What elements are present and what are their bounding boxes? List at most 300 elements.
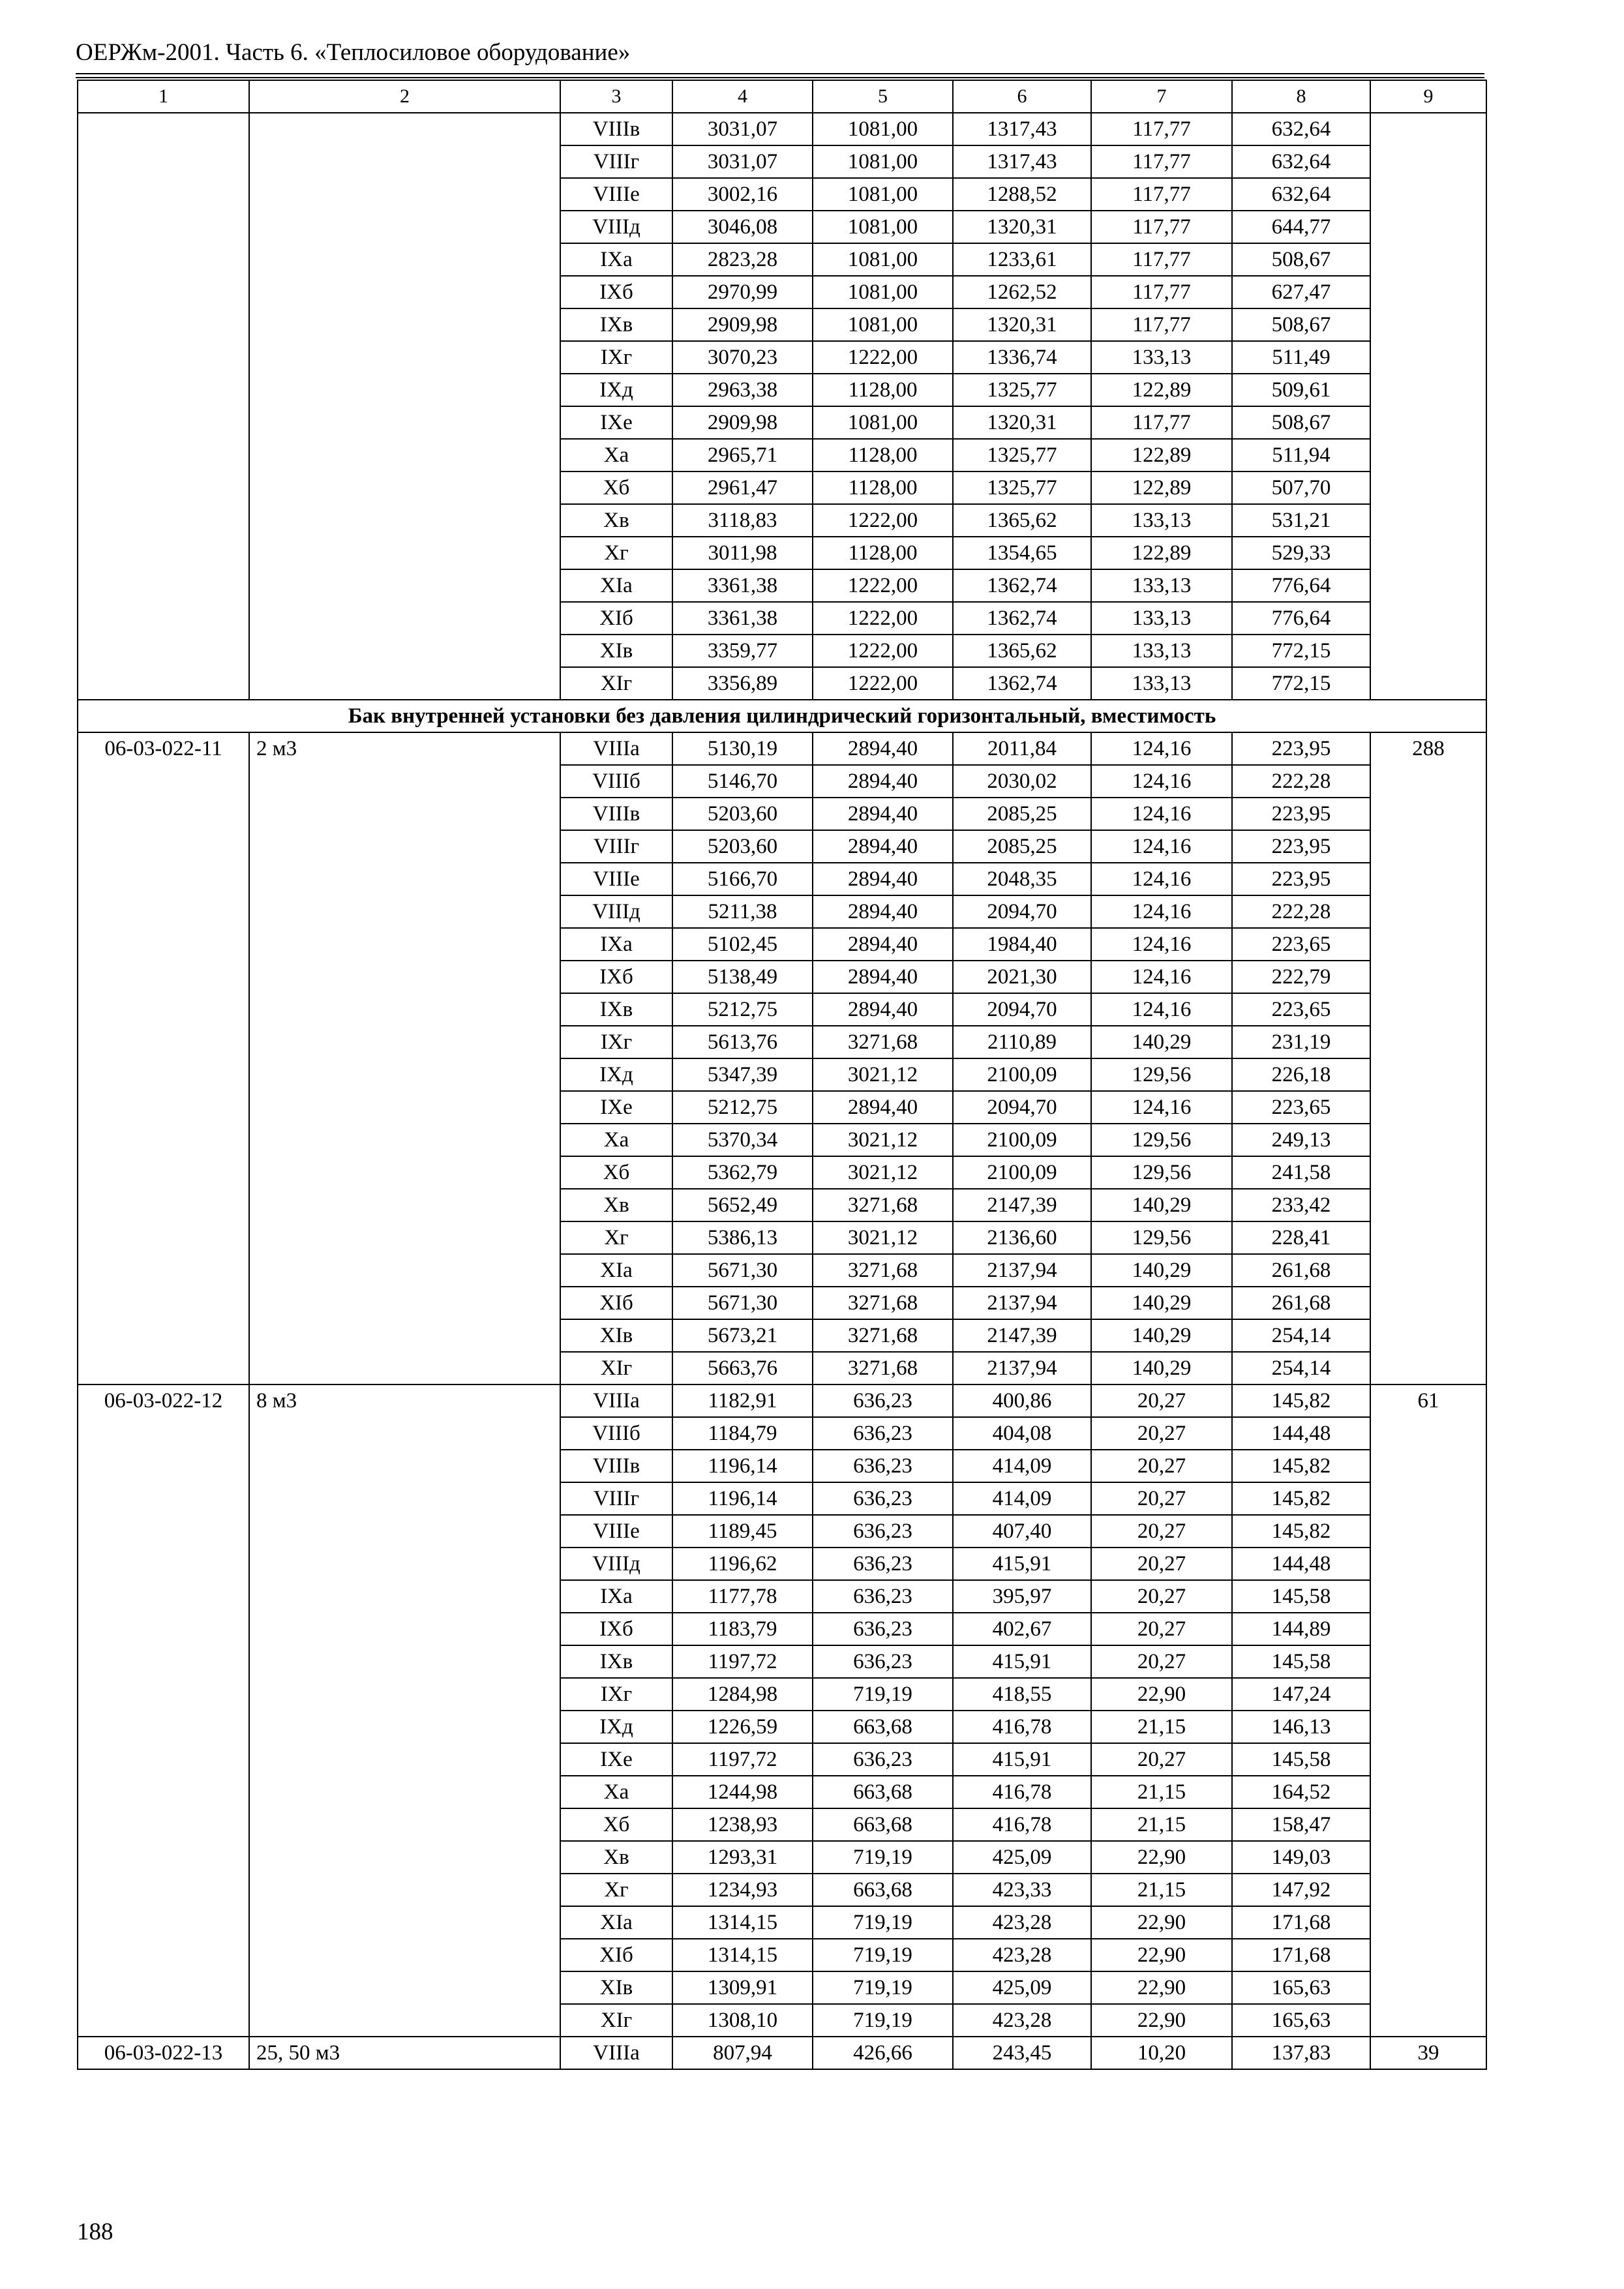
value-cell: 223,95 [1232, 732, 1370, 765]
zone-cell: IXд [560, 1711, 672, 1743]
value-cell: 2011,84 [953, 732, 1091, 765]
value-cell: 2894,40 [813, 765, 953, 798]
value-cell: 2136,60 [953, 1221, 1091, 1254]
zone-cell: VIIIe [560, 1515, 672, 1548]
value-cell: 1189,45 [672, 1515, 813, 1548]
value-cell: 20,27 [1091, 1645, 1232, 1678]
value-cell: 2085,25 [953, 798, 1091, 830]
value-cell: 117,77 [1091, 211, 1232, 243]
zone-cell: VIIIд [560, 895, 672, 928]
value-cell: 2894,40 [813, 732, 953, 765]
value-cell: 1222,00 [813, 504, 953, 537]
value-cell: 223,65 [1232, 1091, 1370, 1124]
value-cell: 2894,40 [813, 895, 953, 928]
value-cell: 2100,09 [953, 1058, 1091, 1091]
name-cell: 2 м3 [249, 732, 560, 1384]
value-cell: 636,23 [813, 1482, 953, 1515]
value-cell: 137,83 [1232, 2037, 1370, 2069]
value-cell: 1309,91 [672, 1971, 813, 2004]
value-cell: 1226,59 [672, 1711, 813, 1743]
zone-cell: Xa [560, 439, 672, 471]
value-cell: 5166,70 [672, 863, 813, 895]
value-cell: 636,23 [813, 1645, 953, 1678]
value-cell: 636,23 [813, 1515, 953, 1548]
value-cell: 133,13 [1091, 341, 1232, 374]
value-cell: 254,14 [1232, 1352, 1370, 1384]
value-cell: 149,03 [1232, 1841, 1370, 1874]
zone-cell: Xб [560, 1808, 672, 1841]
value-cell: 719,19 [813, 1971, 953, 2004]
value-cell: 122,89 [1091, 374, 1232, 406]
value-cell: 3356,89 [672, 667, 813, 700]
zone-cell: IXд [560, 374, 672, 406]
name-cell: 8 м3 [249, 1384, 560, 2037]
value-cell: 1222,00 [813, 341, 953, 374]
column-number: 5 [813, 80, 953, 113]
value-cell: 415,91 [953, 1548, 1091, 1580]
value-cell: 5203,60 [672, 830, 813, 863]
value-cell: 124,16 [1091, 1091, 1232, 1124]
rates-table [77, 80, 1487, 2070]
value-cell: 425,09 [953, 1971, 1091, 2004]
value-cell: 415,91 [953, 1645, 1091, 1678]
value-cell: 1233,61 [953, 243, 1091, 276]
column-number-row [78, 80, 1486, 113]
zone-cell: XIв [560, 1319, 672, 1352]
value-cell: 414,09 [953, 1482, 1091, 1515]
value-cell: 2909,98 [672, 308, 813, 341]
value-cell: 20,27 [1091, 1580, 1232, 1613]
value-cell: 644,77 [1232, 211, 1370, 243]
value-cell: 719,19 [813, 1841, 953, 1874]
zone-cell: Xв [560, 1189, 672, 1221]
zone-cell: XIб [560, 1939, 672, 1971]
value-cell: 145,82 [1232, 1450, 1370, 1482]
name-cell: 25, 50 м3 [249, 2037, 560, 2069]
value-cell: 2094,70 [953, 1091, 1091, 1124]
column-number: 2 [249, 80, 560, 113]
zone-cell: VIIIe [560, 178, 672, 211]
code-cell [78, 113, 249, 700]
value-cell: 158,47 [1232, 1808, 1370, 1841]
value-cell: 1197,72 [672, 1645, 813, 1678]
value-cell: 228,41 [1232, 1221, 1370, 1254]
value-cell: 20,27 [1091, 1384, 1232, 1417]
value-cell: 145,82 [1232, 1515, 1370, 1548]
zone-cell: IXa [560, 1580, 672, 1613]
zone-cell: Xб [560, 471, 672, 504]
value-cell: 531,21 [1232, 504, 1370, 537]
zone-cell: XIa [560, 1254, 672, 1287]
value-cell: 3271,68 [813, 1287, 953, 1319]
column-number: 9 [1370, 80, 1486, 113]
value-cell: 2823,28 [672, 243, 813, 276]
value-cell: 122,89 [1091, 439, 1232, 471]
table-body [78, 80, 1486, 2069]
value-cell: 124,16 [1091, 895, 1232, 928]
value-cell: 3361,38 [672, 569, 813, 602]
value-cell: 1262,52 [953, 276, 1091, 308]
value-cell: 2094,70 [953, 993, 1091, 1026]
code-cell: 06-03-022-11 [78, 732, 249, 1384]
value-cell: 1081,00 [813, 276, 953, 308]
value-cell: 5652,49 [672, 1189, 813, 1221]
value-cell: 171,68 [1232, 1906, 1370, 1939]
value-cell: 145,82 [1232, 1482, 1370, 1515]
zone-cell: IXe [560, 1091, 672, 1124]
value-cell: 632,64 [1232, 113, 1370, 145]
value-cell: 122,89 [1091, 537, 1232, 569]
zone-cell: VIIIв [560, 798, 672, 830]
value-cell: 1325,77 [953, 374, 1091, 406]
value-cell: 223,95 [1232, 798, 1370, 830]
value-cell: 1222,00 [813, 635, 953, 667]
value-cell: 3271,68 [813, 1254, 953, 1287]
value-cell: 117,77 [1091, 178, 1232, 211]
value-cell: 1288,52 [953, 178, 1091, 211]
zone-cell: IXг [560, 1026, 672, 1058]
value-cell: 133,13 [1091, 635, 1232, 667]
zone-cell: IXв [560, 1645, 672, 1678]
column-number: 8 [1232, 80, 1370, 113]
value-cell: 10,20 [1091, 2037, 1232, 2069]
value-cell: 124,16 [1091, 830, 1232, 863]
value-cell: 5212,75 [672, 993, 813, 1026]
value-cell: 129,56 [1091, 1124, 1232, 1156]
zone-cell: XIг [560, 667, 672, 700]
value-cell: 1184,79 [672, 1417, 813, 1450]
zone-cell: Xa [560, 1776, 672, 1808]
group-title: Бак внутренней установки без давления цилиндрический горизонтальный, вместимость [78, 700, 1486, 732]
value-cell: 663,68 [813, 1711, 953, 1743]
value-cell: 145,58 [1232, 1645, 1370, 1678]
value-cell: 2100,09 [953, 1124, 1091, 1156]
value-cell: 254,14 [1232, 1319, 1370, 1352]
value-cell: 5671,30 [672, 1254, 813, 1287]
zone-cell: IXe [560, 406, 672, 439]
value-cell: 22,90 [1091, 1678, 1232, 1711]
value-cell: 144,48 [1232, 1548, 1370, 1580]
value-cell: 2085,25 [953, 830, 1091, 863]
value-cell: 223,95 [1232, 830, 1370, 863]
value-cell: 124,16 [1091, 798, 1232, 830]
value-cell: 5386,13 [672, 1221, 813, 1254]
column-number: 1 [78, 80, 249, 113]
value-cell: 1284,98 [672, 1678, 813, 1711]
value-cell: 5613,76 [672, 1026, 813, 1058]
value-cell: 124,16 [1091, 961, 1232, 993]
zone-cell: XIг [560, 1352, 672, 1384]
value-cell: 140,29 [1091, 1319, 1232, 1352]
value-cell: 416,78 [953, 1808, 1091, 1841]
value-cell: 3021,12 [813, 1058, 953, 1091]
value-cell: 231,19 [1232, 1026, 1370, 1058]
value-cell: 5146,70 [672, 765, 813, 798]
col9-cell: 61 [1370, 1384, 1486, 2037]
value-cell: 147,92 [1232, 1874, 1370, 1906]
value-cell: 1308,10 [672, 2004, 813, 2037]
value-cell: 1081,00 [813, 243, 953, 276]
zone-cell: IXд [560, 1058, 672, 1091]
value-cell: 2137,94 [953, 1352, 1091, 1384]
value-cell: 776,64 [1232, 602, 1370, 635]
zone-cell: VIIIa [560, 732, 672, 765]
value-cell: 1365,62 [953, 504, 1091, 537]
value-cell: 719,19 [813, 1939, 953, 1971]
value-cell: 1336,74 [953, 341, 1091, 374]
value-cell: 1128,00 [813, 471, 953, 504]
value-cell: 1081,00 [813, 113, 953, 145]
value-cell: 1325,77 [953, 471, 1091, 504]
value-cell: 21,15 [1091, 1808, 1232, 1841]
value-cell: 124,16 [1091, 863, 1232, 895]
value-cell: 222,28 [1232, 895, 1370, 928]
zone-cell: XIa [560, 1906, 672, 1939]
value-cell: 20,27 [1091, 1743, 1232, 1776]
value-cell: 2048,35 [953, 863, 1091, 895]
value-cell: 423,28 [953, 1906, 1091, 1939]
value-cell: 1222,00 [813, 602, 953, 635]
value-cell: 1222,00 [813, 569, 953, 602]
zone-cell: Xг [560, 1874, 672, 1906]
zone-cell: VIIIa [560, 1384, 672, 1417]
value-cell: 2137,94 [953, 1254, 1091, 1287]
value-cell: 636,23 [813, 1384, 953, 1417]
value-cell: 1244,98 [672, 1776, 813, 1808]
value-cell: 1196,14 [672, 1450, 813, 1482]
value-cell: 663,68 [813, 1808, 953, 1841]
value-cell: 261,68 [1232, 1254, 1370, 1287]
value-cell: 3271,68 [813, 1319, 953, 1352]
value-cell: 144,89 [1232, 1613, 1370, 1645]
value-cell: 140,29 [1091, 1026, 1232, 1058]
value-cell: 145,58 [1232, 1580, 1370, 1613]
value-cell: 2894,40 [813, 961, 953, 993]
value-cell: 122,89 [1091, 471, 1232, 504]
value-cell: 165,63 [1232, 1971, 1370, 2004]
value-cell: 3031,07 [672, 113, 813, 145]
column-number: 4 [672, 80, 813, 113]
value-cell: 5102,45 [672, 928, 813, 961]
value-cell: 21,15 [1091, 1776, 1232, 1808]
table-row [78, 1384, 1486, 1417]
value-cell: 146,13 [1232, 1711, 1370, 1743]
value-cell: 1196,62 [672, 1548, 813, 1580]
value-cell: 2147,39 [953, 1319, 1091, 1352]
value-cell: 2963,38 [672, 374, 813, 406]
value-cell: 719,19 [813, 1678, 953, 1711]
value-cell: 807,94 [672, 2037, 813, 2069]
value-cell: 20,27 [1091, 1548, 1232, 1580]
value-cell: 117,77 [1091, 145, 1232, 178]
value-cell: 124,16 [1091, 928, 1232, 961]
zone-cell: VIIIв [560, 1450, 672, 1482]
zone-cell: IXв [560, 993, 672, 1026]
value-cell: 165,63 [1232, 2004, 1370, 2037]
value-cell: 426,66 [813, 2037, 953, 2069]
value-cell: 1293,31 [672, 1841, 813, 1874]
value-cell: 1365,62 [953, 635, 1091, 667]
value-cell: 5212,75 [672, 1091, 813, 1124]
value-cell: 418,55 [953, 1678, 1091, 1711]
value-cell: 5347,39 [672, 1058, 813, 1091]
value-cell: 124,16 [1091, 993, 1232, 1026]
value-cell: 2894,40 [813, 928, 953, 961]
value-cell: 3070,23 [672, 341, 813, 374]
value-cell: 508,67 [1232, 243, 1370, 276]
value-cell: 507,70 [1232, 471, 1370, 504]
value-cell: 423,28 [953, 1939, 1091, 1971]
name-cell [249, 113, 560, 700]
value-cell: 663,68 [813, 1776, 953, 1808]
value-cell: 133,13 [1091, 504, 1232, 537]
value-cell: 1128,00 [813, 374, 953, 406]
value-cell: 2030,02 [953, 765, 1091, 798]
value-cell: 21,15 [1091, 1711, 1232, 1743]
value-cell: 164,52 [1232, 1776, 1370, 1808]
value-cell: 1183,79 [672, 1613, 813, 1645]
code-cell: 06-03-022-12 [78, 1384, 249, 2037]
value-cell: 3118,83 [672, 504, 813, 537]
zone-cell: XIб [560, 1287, 672, 1319]
value-cell: 636,23 [813, 1450, 953, 1482]
value-cell: 22,90 [1091, 1939, 1232, 1971]
zone-cell: Xб [560, 1156, 672, 1189]
value-cell: 2100,09 [953, 1156, 1091, 1189]
value-cell: 133,13 [1091, 667, 1232, 700]
value-cell: 223,65 [1232, 993, 1370, 1026]
value-cell: 124,16 [1091, 732, 1232, 765]
value-cell: 772,15 [1232, 667, 1370, 700]
col9-cell: 288 [1370, 732, 1486, 1384]
value-cell: 3271,68 [813, 1026, 953, 1058]
zone-cell: VIIIв [560, 113, 672, 145]
value-cell: 627,47 [1232, 276, 1370, 308]
value-cell: 636,23 [813, 1580, 953, 1613]
zone-cell: IXг [560, 1678, 672, 1711]
value-cell: 1325,77 [953, 439, 1091, 471]
value-cell: 1320,31 [953, 308, 1091, 341]
value-cell: 133,13 [1091, 602, 1232, 635]
column-number: 6 [953, 80, 1091, 113]
value-cell: 2894,40 [813, 1091, 953, 1124]
value-cell: 171,68 [1232, 1939, 1370, 1971]
value-cell: 2094,70 [953, 895, 1091, 928]
value-cell: 5663,76 [672, 1352, 813, 1384]
value-cell: 508,67 [1232, 308, 1370, 341]
value-cell: 124,16 [1091, 765, 1232, 798]
value-cell: 144,48 [1232, 1417, 1370, 1450]
table-row [78, 2037, 1486, 2069]
zone-cell: IXб [560, 961, 672, 993]
value-cell: 226,18 [1232, 1058, 1370, 1091]
value-cell: 20,27 [1091, 1613, 1232, 1645]
value-cell: 20,27 [1091, 1482, 1232, 1515]
value-cell: 223,95 [1232, 863, 1370, 895]
group-title-row [78, 700, 1486, 732]
value-cell: 117,77 [1091, 243, 1232, 276]
value-cell: 140,29 [1091, 1254, 1232, 1287]
value-cell: 511,49 [1232, 341, 1370, 374]
value-cell: 5362,79 [672, 1156, 813, 1189]
value-cell: 425,09 [953, 1841, 1091, 1874]
value-cell: 261,68 [1232, 1287, 1370, 1319]
value-cell: 772,15 [1232, 635, 1370, 667]
value-cell: 1354,65 [953, 537, 1091, 569]
value-cell: 1081,00 [813, 308, 953, 341]
value-cell: 632,64 [1232, 178, 1370, 211]
zone-cell: VIIIг [560, 1482, 672, 1515]
zone-cell: VIIIг [560, 145, 672, 178]
zone-cell: IXг [560, 341, 672, 374]
value-cell: 3002,16 [672, 178, 813, 211]
table-row [78, 113, 1486, 145]
value-cell: 117,77 [1091, 406, 1232, 439]
code-cell: 06-03-022-13 [78, 2037, 249, 2069]
value-cell: 407,40 [953, 1515, 1091, 1548]
zone-cell: Xг [560, 537, 672, 569]
value-cell: 415,91 [953, 1743, 1091, 1776]
value-cell: 1081,00 [813, 145, 953, 178]
value-cell: 140,29 [1091, 1189, 1232, 1221]
value-cell: 5203,60 [672, 798, 813, 830]
value-cell: 1197,72 [672, 1743, 813, 1776]
zone-cell: IXб [560, 1613, 672, 1645]
value-cell: 145,82 [1232, 1384, 1370, 1417]
value-cell: 222,28 [1232, 765, 1370, 798]
value-cell: 719,19 [813, 1906, 953, 1939]
value-cell: 117,77 [1091, 113, 1232, 145]
value-cell: 3021,12 [813, 1124, 953, 1156]
value-cell: 1314,15 [672, 1906, 813, 1939]
value-cell: 1362,74 [953, 569, 1091, 602]
header-rule [76, 73, 1484, 74]
value-cell: 1362,74 [953, 667, 1091, 700]
value-cell: 2961,47 [672, 471, 813, 504]
value-cell: 22,90 [1091, 1841, 1232, 1874]
zone-cell: VIIIa [560, 2037, 672, 2069]
value-cell: 529,33 [1232, 537, 1370, 569]
value-cell: 21,15 [1091, 1874, 1232, 1906]
zone-cell: VIIIд [560, 211, 672, 243]
value-cell: 3011,98 [672, 537, 813, 569]
value-cell: 3361,38 [672, 602, 813, 635]
value-cell: 1081,00 [813, 406, 953, 439]
value-cell: 414,09 [953, 1450, 1091, 1482]
zone-cell: VIIIб [560, 1417, 672, 1450]
value-cell: 1128,00 [813, 537, 953, 569]
value-cell: 1081,00 [813, 178, 953, 211]
value-cell: 2894,40 [813, 863, 953, 895]
value-cell: 241,58 [1232, 1156, 1370, 1189]
value-cell: 509,61 [1232, 374, 1370, 406]
value-cell: 22,90 [1091, 1906, 1232, 1939]
value-cell: 3031,07 [672, 145, 813, 178]
column-number: 3 [560, 80, 672, 113]
zone-cell: Xв [560, 1841, 672, 1874]
value-cell: 5370,34 [672, 1124, 813, 1156]
value-cell: 145,58 [1232, 1743, 1370, 1776]
value-cell: 1196,14 [672, 1482, 813, 1515]
value-cell: 22,90 [1091, 2004, 1232, 2037]
value-cell: 1222,00 [813, 667, 953, 700]
zone-cell: XIa [560, 569, 672, 602]
value-cell: 5138,49 [672, 961, 813, 993]
page-header: ОЕРЖм-2001. Часть 6. «Теплосиловое оборудование» [76, 39, 631, 66]
value-cell: 2894,40 [813, 830, 953, 863]
header-rule-double [76, 77, 1484, 78]
value-cell: 776,64 [1232, 569, 1370, 602]
